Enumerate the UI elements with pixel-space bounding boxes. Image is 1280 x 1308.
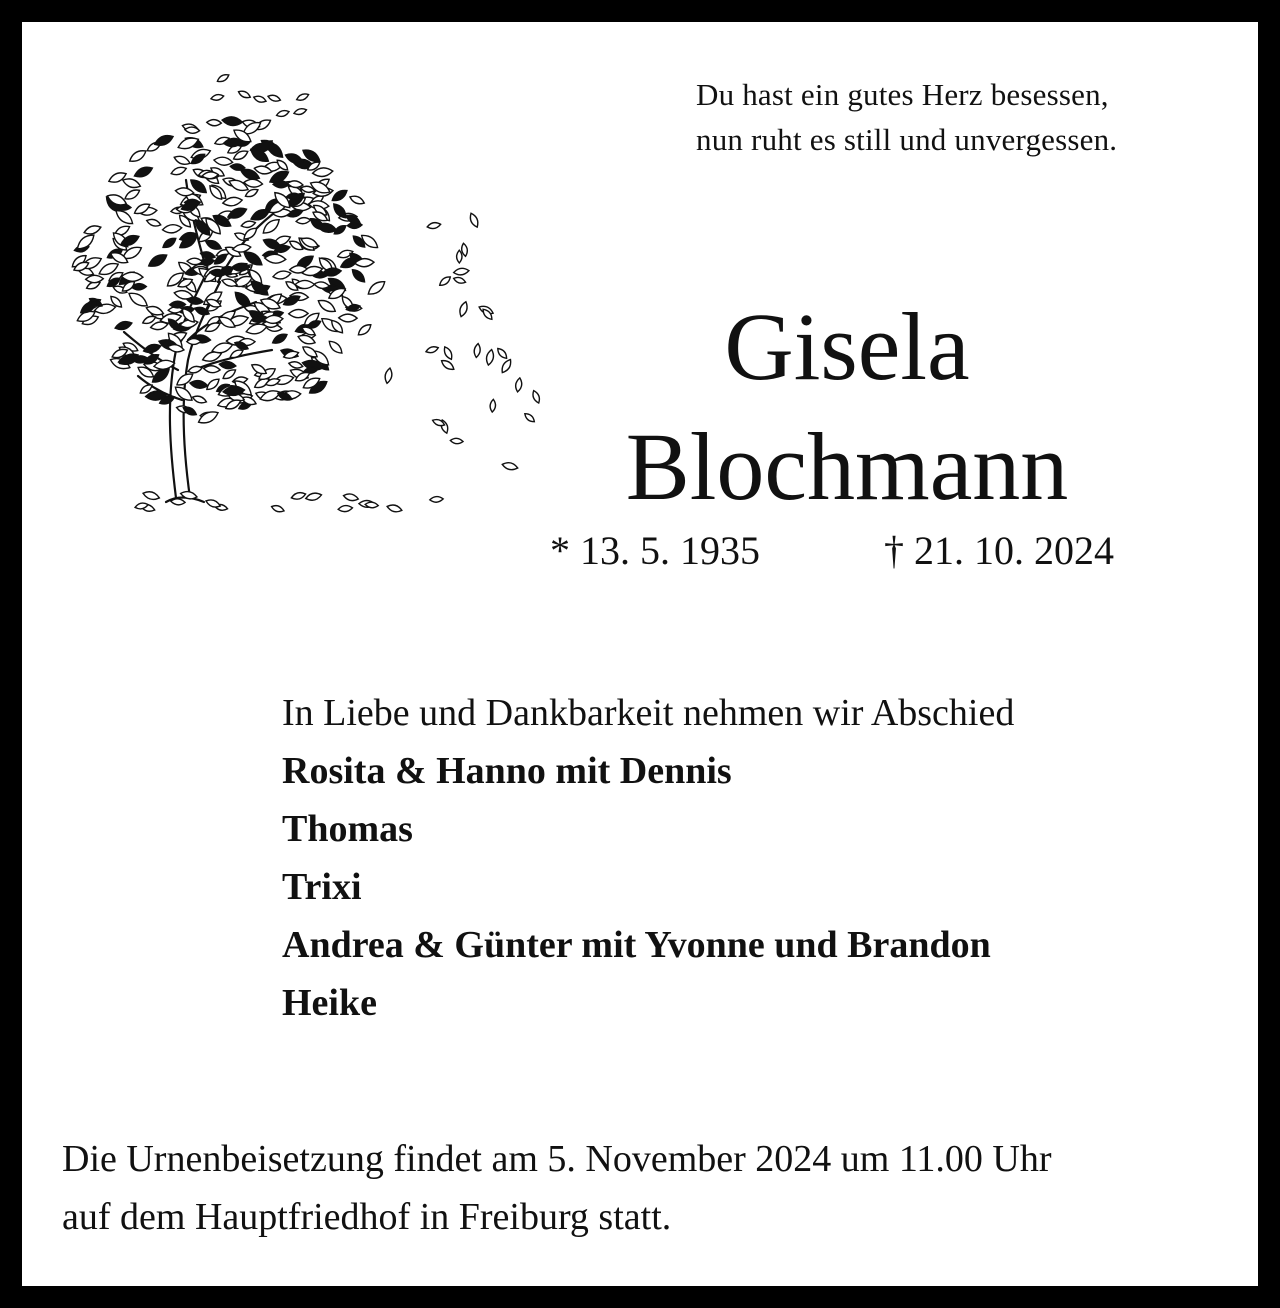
death-date: † 21. 10. 2024 bbox=[884, 528, 1114, 573]
memorial-verse bbox=[696, 72, 1117, 162]
obituary-card bbox=[22, 22, 1258, 1286]
deceased-last-name: Blochmann bbox=[625, 413, 1069, 520]
windblown-tree-icon bbox=[58, 70, 548, 530]
mourners-section bbox=[282, 684, 1014, 1032]
burial-notice bbox=[62, 1130, 1052, 1246]
mourner-name: Heike bbox=[282, 982, 377, 1024]
burial-line-2: auf dem Hauptfriedhof in Freiburg statt. bbox=[62, 1196, 672, 1238]
birth-date: * 13. 5. 1935 bbox=[550, 528, 760, 573]
mourner-name: Andrea & Günter mit Yvonne und Brandon bbox=[282, 924, 991, 966]
verse-line-1: Du hast ein gutes Herz besessen, bbox=[696, 77, 1109, 112]
verse-line-2: nun ruht es still und unvergessen. bbox=[696, 122, 1118, 157]
burial-line-1: Die Urnenbeisetzung findet am 5. November 2024 um 11.00 Uhr bbox=[62, 1138, 1052, 1180]
deceased-first-name: Gisela bbox=[724, 293, 970, 400]
mourner-name: Thomas bbox=[282, 808, 413, 850]
mourners-intro: In Liebe und Dankbarkeit nehmen wir Abschied bbox=[282, 692, 1015, 734]
mourner-name: Trixi bbox=[282, 866, 362, 908]
mourner-name: Rosita & Hanno mit Dennis bbox=[282, 750, 732, 792]
